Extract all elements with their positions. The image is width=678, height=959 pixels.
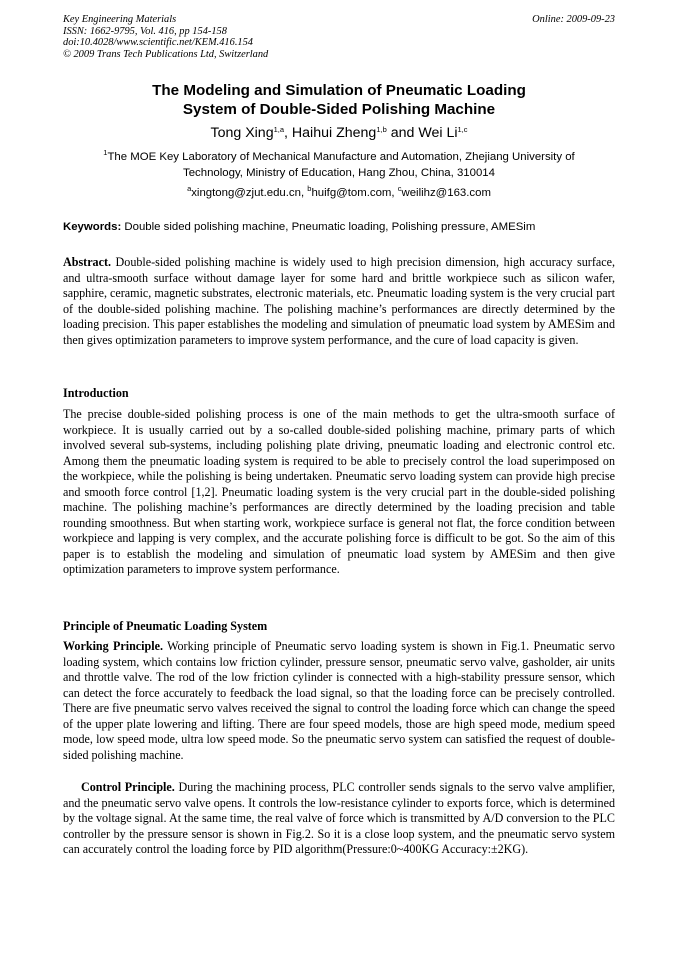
- email-link[interactable]: huifg@tom.com: [311, 187, 392, 199]
- section-heading-introduction: Introduction: [63, 386, 129, 400]
- control-principle-paragraph: [63, 780, 615, 858]
- affiliation-line-2: Technology, Ministry of Education, Hang Zhou, China, 310014: [183, 166, 495, 179]
- title-line-2: System of Double-Sided Polishing Machine: [182, 101, 496, 118]
- affiliation-superscript: 1: [103, 148, 108, 157]
- working-principle-label: Working Principle.: [63, 639, 164, 653]
- journal-name: Key Engineering Materials: [63, 14, 177, 25]
- author-list: [63, 124, 615, 142]
- introduction-paragraph: The precise double-sided polishing process is one of the main methods to get the ultra-smooth surface of workpiece. It is usually carried out by a so-called double-sided polishing machine, primary parts of which involved several sub-systems, including polishing plate driving, pneumatic loading and electronic control etc. Among them the pneumatic loading system is required to be able to precisely control the load superimposed on the workpiece, while the polishing is being undertaken. Pneumatic servo loading system can provide high precise and smooth force control [1,2]. Pneumatic loading system is the very crucial part in the double-sided polishing machine. The polishing machine’s performances are directly determined by the loading precision and table rounding smoothness. But when starting work, workpiece surface is general not flat, the force condition between workpiece and lapping is very complex, and the accurate polishing force is difficult to be got. So the aim of this paper is to establish the modeling and simulation of pneumatic load system by AMESim and then give optimization parameters to improve system performance.: [63, 407, 615, 577]
- keywords-label: Keywords:: [63, 221, 122, 233]
- affiliation-line-1: $^1$The MOE Key Laboratory of Mechanical Manufacture and Automation, Zhejiang University of: [103, 148, 575, 163]
- author-superscript: 1,c: [457, 125, 468, 134]
- working-principle-paragraph: [63, 639, 615, 763]
- online-date: Online: 2009-09-23: [532, 14, 615, 25]
- author-separator: ,: [284, 125, 292, 141]
- email-superscript: b: [307, 184, 312, 193]
- paper-title: [63, 81, 615, 119]
- title-line-1: The Modeling and Simulation of Pneumatic Loading: [152, 82, 526, 99]
- doi-line: doi:10.4028/www.scientific.net/KEM.416.154: [63, 37, 253, 49]
- control-principle-text: During the machining process, PLC controller sends signals to the servo valve amplifier, and the pneumatic servo valve opens. It controls the low-resistance cylinder to exports force, which is determined by the voltage signal. At the same time, the real valve of force which is transmitted by A/D conversion to the PLC controller by the pressure sensor is shown in Fig.2. So it is a close loop system, and the pneumatic servo system can accurately control the loading force by PID algorithm(Pressure:0~400KG Accuracy:±2KG).: [63, 780, 615, 857]
- copyright-line: © 2009 Trans Tech Publications Ltd, Switzerland: [63, 48, 269, 60]
- affiliation: [63, 150, 615, 181]
- author-superscript: 1,a: [273, 125, 285, 134]
- keywords: [63, 220, 615, 235]
- abstract: [63, 255, 615, 348]
- author-name: Wei Li: [418, 125, 458, 141]
- email-link[interactable]: weilihz@163.com: [401, 187, 491, 199]
- author-name: Tong Xing: [210, 125, 274, 141]
- author-emails: $^a$xingtong@zjut.edu.cn, $^b$huifg@tom.com, $^c$weilihz@163.com: [187, 184, 491, 199]
- issn-line: ISSN: 1662-9795, Vol. 416, pp 154-158: [63, 25, 227, 37]
- journal-header: [63, 14, 615, 60]
- author-separator: and: [386, 125, 419, 141]
- email-superscript: c: [397, 184, 402, 193]
- working-principle-text: Working principle of Pneumatic servo loading system is shown in Fig.1. Pneumatic servo loading system, which contains low friction cylinder, pressure sensor, pneumatic servo valve, gasholder, air units and throttle valve. The rod of the low friction cylinder is connected with a high-stability pressure sensor, which can detect the force accurately to feedback the load signal, so that the loading force can be precisely controlled. There are five pneumatic servo valves received the signal to control the loading force which can change the speed of the upper plate lowering and lifting. There are four speed models, those are high speed mode, medium speed mode, low speed mode, ultra low speed mode. So the pneumatic servo system can satisfied the request of double-sided polishing machine.: [63, 639, 615, 762]
- email-superscript: a: [187, 184, 192, 193]
- control-principle-label: Control Principle.: [81, 780, 175, 794]
- author-name: Haihui Zheng: [291, 125, 377, 141]
- section-heading-principle: Principle of Pneumatic Loading System: [63, 619, 268, 633]
- abstract-label: Abstract.: [63, 255, 112, 269]
- abstract-text: Double-sided polishing machine is widely used to high precision dimension, high accuracy surface, and ultra-smooth surface without damage layer for some hard and brittle workpiece such as silicon wafer, sapphire, ceramic, magnetic substrates, electronic materials, etc. Pneumatic loading system is the very crucial part of the double-sided polishing machine. The polishing machine’s performances are directly determined by the loading precision. This paper establishes the modeling and simulation of pneumatic load system by AMESim and then gives optimization parameters to improve system performance, and the cure of load capacity is given.: [63, 255, 615, 347]
- email-link[interactable]: xingtong@zjut.edu.cn: [191, 187, 301, 199]
- keywords-text: Double sided polishing machine, Pneumatic loading, Polishing pressure, AMESim: [121, 221, 536, 233]
- author-superscript: 1,b: [376, 125, 387, 134]
